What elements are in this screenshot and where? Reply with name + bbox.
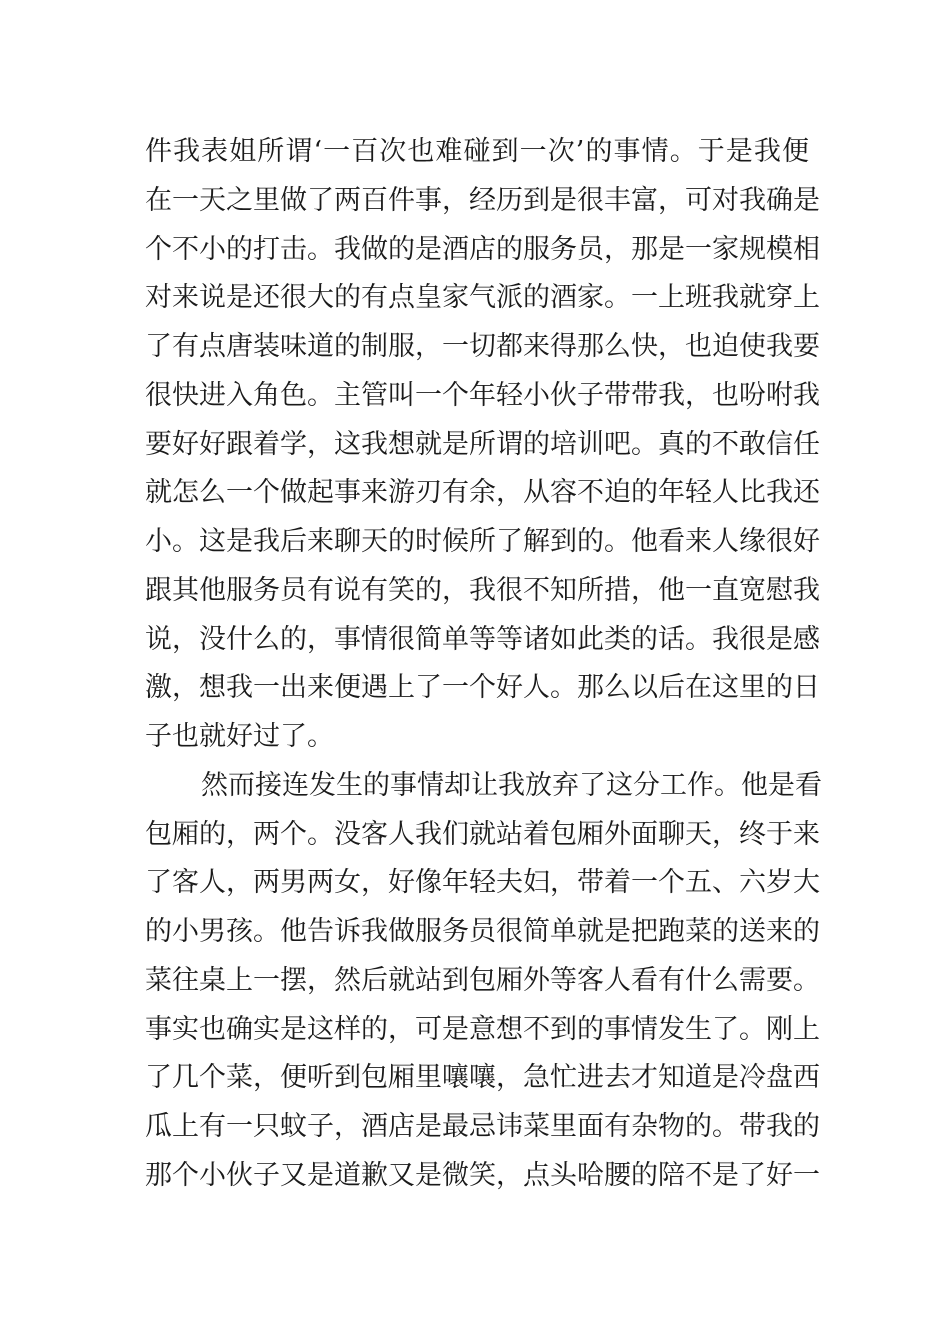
text-line: 小。这是我后来聊天的时候所了解到的。他看来人缘很好 [145,526,820,557]
text-line: 对来说是还很大的有点皇家气派的酒家。一上班我就穿上 [145,282,820,314]
text-line: 跟其他服务员有说有笑的，我很不知所措，他一直宽慰我 [145,574,820,606]
text-line: 在一天之里做了两百件事，经历到是很丰富，可对我确是 [145,184,820,216]
text-line: 事实也确实是这样的，可是意想不到的事情发生了。刚上 [145,1013,820,1045]
text-line: 瓜上有一只蚊子，酒店是最忌讳菜里面有杂物的。带我的 [145,1111,820,1142]
paragraph-end-line: 子也就好过了。 [145,721,334,752]
text-line: 包厢的，两个。没客人我们就站着包厢外面聊天，终于来 [145,818,820,850]
text-line: 就怎么一个做起事来游刃有余，从容不迫的年轻人比我还 [145,477,820,509]
text-line: 了有点唐装味道的制服，一切都来得那么快，也迫使我要 [145,331,820,362]
body-text [145,128,822,1201]
text-line: 个不小的打击。我做的是酒店的服务员，那是一家规模相 [145,233,820,265]
text-line: 件我表姐所谓‘一百次也难碰到一次’的事情。于是我便 [145,136,809,167]
text-line: 的小男孩。他告诉我做服务员很简单就是把跑菜的送来的 [145,916,820,947]
text-line: 说，没什么的，事情很简单等等诸如此类的话。我很是感 [145,623,820,655]
text-line: 菜往桌上一摆，然后就站到包厢外等客人看有什么需要。 [145,964,820,996]
text-line: 了几个菜，便听到包厢里嚷嚷，急忙进去才知道是冷盘西 [145,1062,820,1094]
text-line: 要好好跟着学，这我想就是所谓的培训吧。真的不敢信任 [145,428,820,460]
paragraph-first-line: 然而接连发生的事情却让我放弃了这分工作。他是看 [201,769,822,801]
text-line: 激，想我一出来便遇上了一个好人。那么以后在这里的日 [145,672,820,704]
text-line: 了客人，两男两女，好像年轻夫妇，带着一个五、六岁大 [145,867,820,899]
text-line: 那个小伙子又是道歉又是微笑，点头哈腰的陪不是了好一 [145,1159,820,1191]
text-line: 很快进入角色。主管叫一个年轻小伙子带带我，也吩咐我 [145,379,820,411]
